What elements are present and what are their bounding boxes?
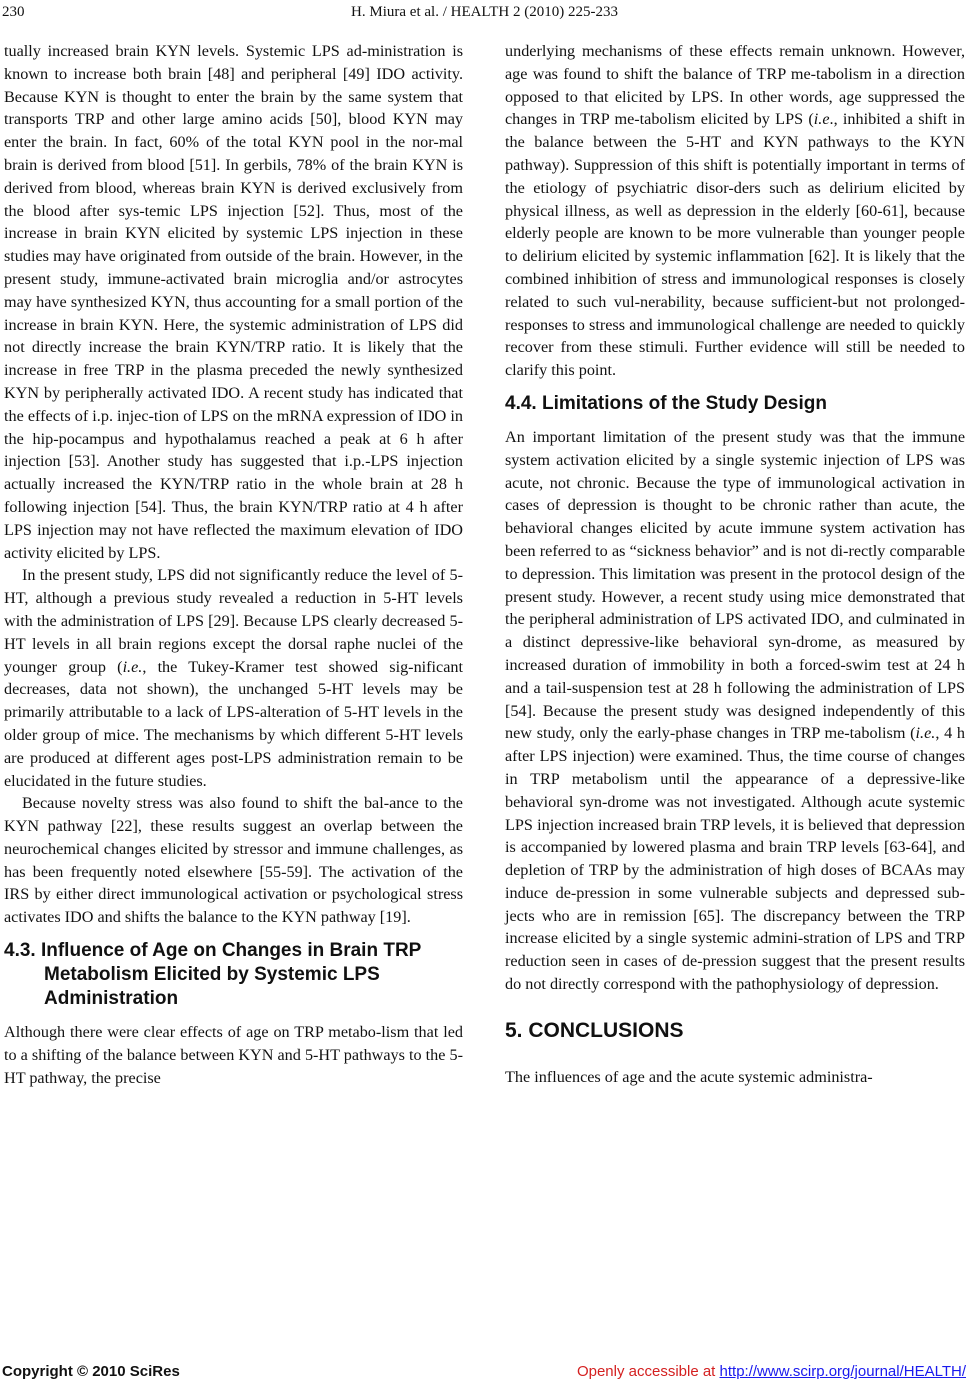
copyright-notice: Copyright © 2010 SciRes xyxy=(2,1363,180,1380)
body-paragraph: An important limitation of the present study was that the immune system activation elicited by a single systemic injection of LPS was acute, not chronic. Because the type of immunological activation in cases of depression is thought to be chronic rather than acute, the behavioral changes elicited by acute immune system activation has been referred to as “sickness behavior” and is not di-rectly comparable to depression. This limitation was present in the protocol design of the present study. However, a recent study using mice demonstrated that the peripheral administration of LPS activated IDO, and culminated in a distinct depressive-like behavioral syn-drome, as measured by increased duration of immobility in both a forced-swim test at 24 h and a tail-suspension test at 28 h following the administration of LPS [54]. Because the present study was designed independently of this new study, only the early-phase changes in TRP me-tabolism (i.e., 4 h after LPS injection) were examined. Thus, the time course of changes in TRP metabolism until the appearance of a depressive-like behavioral syn-drome was not investigated. Although acute systemic LPS injection increased brain TRP levels, it is believed that depression is accompanied by lowered plasma and brain TRP levels [63-64], and depletion of TRP by the administration of high doses of BCAAs may induce de-pression in some vulnerable subjects and depressed sub-jects who are in remission [65]. The discrepancy between the TRP increase elicited by a single systemic admini-stration of LPS and TRP reduction seen in cases of de-pression suggest that the present results do not directly correspond with the pathophysiology of depression. xyxy=(505,427,966,994)
body-paragraph: The influences of age and the acute systemic administra- xyxy=(505,1067,873,1086)
left-column xyxy=(4,40,463,1089)
section-heading-4-4: 4.4. Limitations of the Study Design xyxy=(505,392,827,414)
right-column xyxy=(505,40,965,1089)
section-heading-4-3: 4.3. Influence of Age on Changes in Brain TRP Metabolism Elicited by Systemic LPS Administration xyxy=(4,940,422,1010)
body-paragraph: In the present study, LPS did not significantly reduce the level of 5-HT, although a previous study revealed a reduction in 5-HT levels with the administration of LPS [29]. Because LPS clearly decreased 5-HT levels in all brain regions except the dorsal raphe nuclei of the younger group (i.e., the Tukey-Kramer test showed sig-nificant decreases, data not shown), the unchanged 5-HT levels may be primarily attributable to a lack of LPS-alteration of 5-HT levels in the older group of mice. The mechanisms by which different 5-HT levels are produced at different ages post-LPS administration remain to be elucidated in the future studies. xyxy=(4,566,464,790)
body-paragraph: tually increased brain KYN levels. Systemic LPS ad-ministration is known to increase both brain [48] and peripheral [49] IDO activity. Because KYN is thought to enter the brain by the same system that transports TRP and other large amino acids [50], blood KYN may enter the brain. In fact, 60% of the total KYN pool in the nor-mal brain is derived from blood [51]. In gerbils, 78% of the brain KYN is derived from blood, whereas brain KYN is derived exclusively from the blood after sys-temic LPS injection [52]. Thus, most of the increase in brain KYN elicited by systemic LPS injection in these studies may have originated from outside of the brain. However, in the present study, immune-activated brain microglia and/or astrocytes may have synthesized KYN, thus accounting for a small portion of the increase in brain KYN. Here, the systemic administration of LPS did not directly increase the brain KYN/TRP ratio. It is likely that the increase in free TRP in the plasma preceded the newly synthesized KYN by peripherally activated IDO. A recent study has indicated that the effects of i.p. injec-tion of LPS on the mRNA expression of IDO in the hip-pocampus and hypothalamus reached a peak at 6 h after injection [53]. Another study has suggested that i.p.-LPS injection actually increased the KYN/TRP ratio in the whole brain at 28 h following injection [54]. Thus, the brain KYN/TRP ratio at 4 h after LPS injection may not have reflected the maximum elevation of IDO activity elicited by LPS. xyxy=(4,42,463,562)
body-paragraph: Because novelty stress was also found to shift the bal-ance to the KYN pathway [22], these results suggest an overlap between the neurochemical changes elicited by stressor and immune challenges, as has been frequently noted elsewhere [55-59]. The activation of the IRS by either direct immunological activation or psychological stress activates IDO and shifts the balance to the KYN pathway [19]. xyxy=(4,794,463,927)
running-title: H. Miura et al. / HEALTH 2 (2010) 225-233 xyxy=(351,4,618,20)
page-header xyxy=(0,4,969,24)
body-paragraph: underlying mechanisms of these effects remain unknown. However, age was found to shift the balance of TRP me-tabolism in a direction opposed to that elicited by LPS. In other words, age suppressed the changes in TRP me-tabolism elicited by LPS (i.e., inhibited a shift in the balance between the 5-HT and KYN pathways to the KYN pathway). Suppression of this shift is potentially important in terms of the etiology of psychiatric disor-ders such as delirium elicited by physical illness, as well as depression in the elderly [60-61], because elderly people are known to be more vulnerable than younger people to delirium elicited by systemic inflammation [62]. It is likely that the combined inhibition of stress and immunological responses is closely related to such vul-nerability, because sufficient-but not prolonged-responses to stress and immunological challenge are needed to quickly recover from these stimuli. Further evidence will still be needed to clarify this point. xyxy=(505,42,965,380)
journal-link[interactable]: http://www.scirp.org/journal/HEALTH/ xyxy=(719,1363,966,1380)
open-access-notice: Openly accessible at http://www.scirp.org/journal/HEALTH/ xyxy=(576,1363,966,1380)
body-paragraph: Although there were clear effects of age on TRP metabo-lism that led to a shifting of the balance between KYN and 5-HT pathways to the 5-HT pathway, the precise xyxy=(4,1023,463,1087)
page-number: 230 xyxy=(2,4,25,20)
section-heading-conclusions: 5. CONCLUSIONS xyxy=(505,1018,684,1042)
page-footer xyxy=(0,1363,969,1383)
